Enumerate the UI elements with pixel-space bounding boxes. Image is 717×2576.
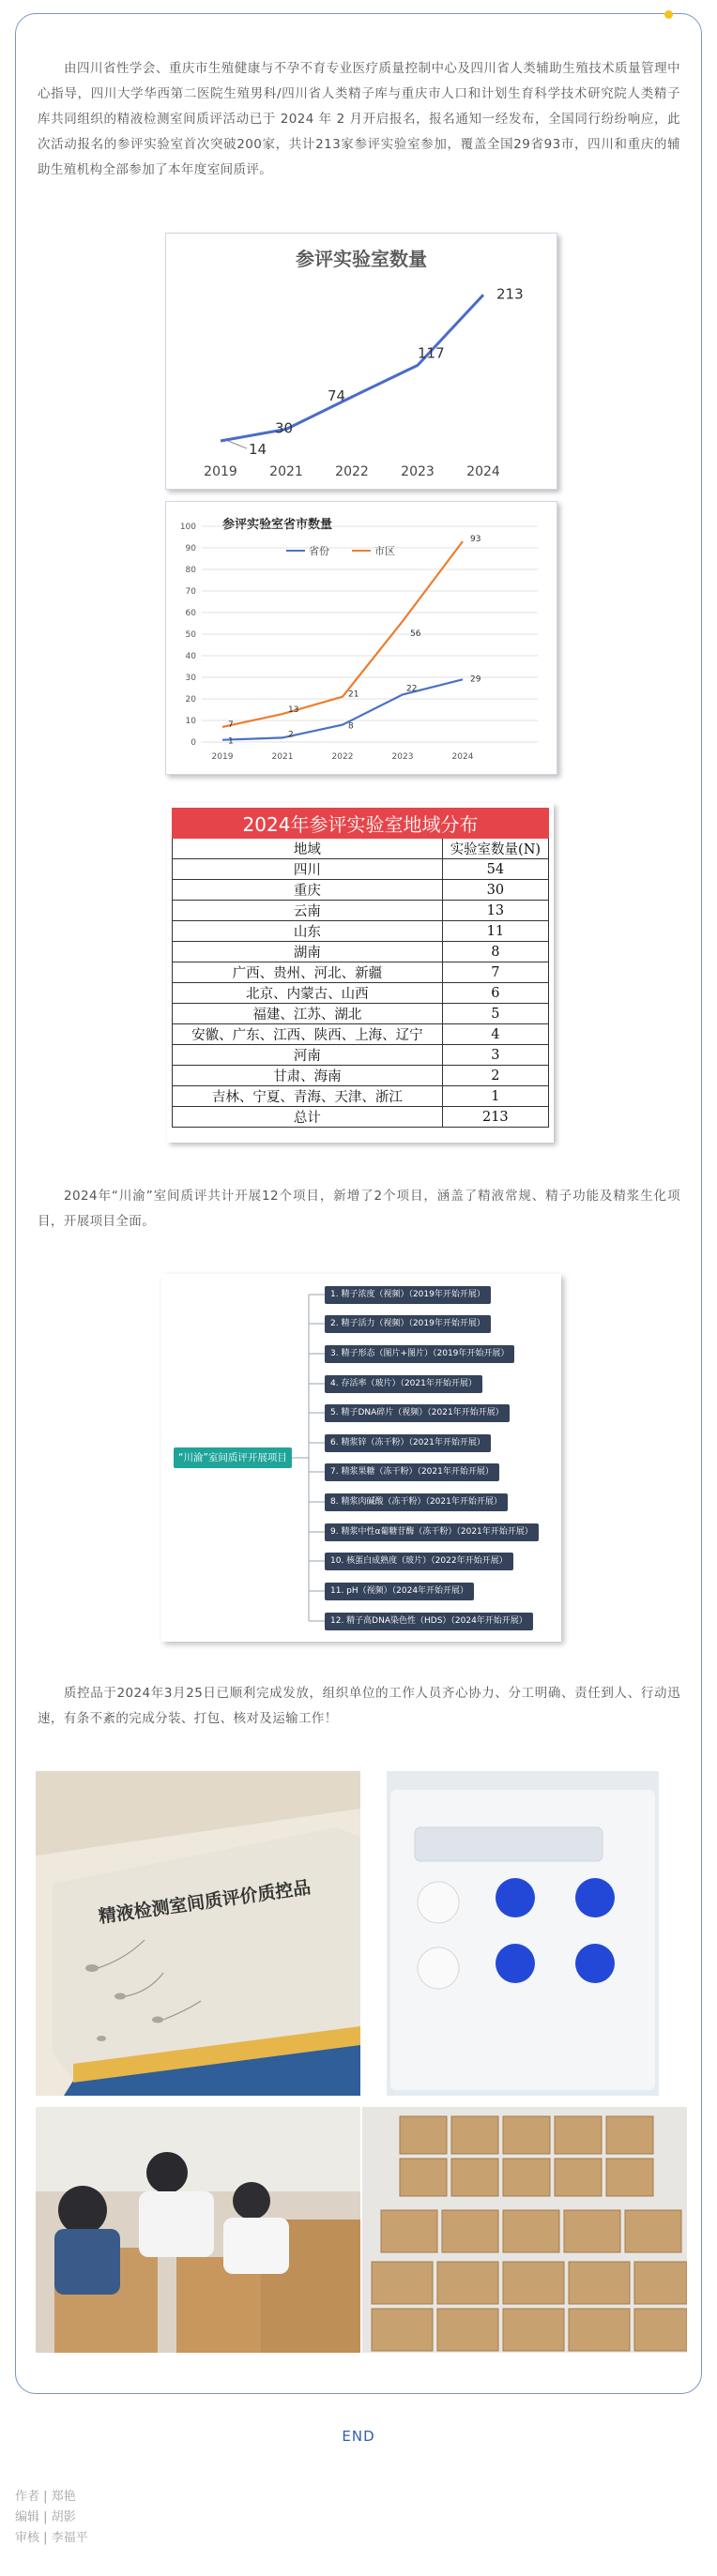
credit-role: 编辑 — [15, 2510, 40, 2524]
credit-editor: 编辑 | 胡影 — [15, 2510, 76, 2524]
y-tick-label: 60 — [185, 609, 196, 618]
y-tick-label: 0 — [191, 738, 196, 748]
data-label: 29 — [470, 674, 481, 685]
x-tick-label: 2021 — [269, 464, 303, 479]
data-label: 56 — [410, 629, 421, 640]
y-tick-label: 50 — [185, 630, 196, 640]
x-tick-label: 2024 — [451, 752, 474, 762]
table-cell-count: 213 — [442, 1107, 548, 1128]
table-cell-count: 11 — [442, 921, 548, 942]
credit-name: 胡影 — [51, 2510, 76, 2524]
table-cell-region: 福建、江苏、湖北 — [173, 1004, 443, 1024]
credit-role: 作者 — [15, 2490, 40, 2504]
data-label: 1 — [228, 736, 234, 747]
mindmap-item: 1. 精子浓度（视频）（2019年开始开展） — [325, 1286, 491, 1304]
chart-province-city — [165, 501, 557, 775]
chart-province-city-svg — [166, 502, 557, 774]
mindmap-item: 3. 精子形态（图片+图片）（2019年开始开展） — [325, 1345, 514, 1363]
table-row — [173, 983, 549, 1004]
data-label: 93 — [470, 535, 481, 545]
table-row — [173, 962, 549, 983]
table-cell-count: 4 — [442, 1024, 548, 1045]
table-row — [173, 901, 549, 921]
table-row — [173, 1024, 549, 1045]
data-label: 14 — [249, 441, 267, 459]
table-cell-count: 6 — [442, 983, 548, 1004]
y-tick-label: 10 — [185, 717, 196, 726]
table-cell-region: 河南 — [173, 1045, 443, 1066]
table-cell-region: 吉林、宁夏、青海、天津、浙江 — [173, 1086, 443, 1107]
table-cell-region: 湖南 — [173, 942, 443, 962]
x-tick-label: 2019 — [204, 464, 237, 479]
photo-stacked-boxes — [362, 2107, 687, 2353]
mindmap-item: 10. 核蛋白成熟度（玻片）（2022年开始开展） — [325, 1553, 513, 1570]
y-tick-label: 90 — [185, 544, 196, 553]
table-row — [173, 942, 549, 962]
series-line — [222, 679, 463, 739]
table-row — [173, 859, 549, 880]
mindmap-item: 9. 精浆中性α葡糖苷酶（冻干粉）（2021年开始开展） — [325, 1523, 539, 1541]
data-label: 21 — [348, 689, 359, 700]
mindmap-item: 2. 精子活力（视频）（2019年开始开展） — [325, 1315, 491, 1333]
data-label: 7 — [228, 720, 234, 730]
credit-name: 郑艳 — [51, 2490, 76, 2504]
table-row — [173, 1004, 549, 1024]
x-tick-label: 2022 — [331, 752, 354, 762]
projects-paragraph: 2024年“川渝”室间质评共计开展12个项目，新增了2个项目，涵盖了精液常规、精子功能及精浆生化项目，开展项目全面。 — [38, 1189, 680, 1229]
table-cell-region: 云南 — [173, 901, 443, 921]
chart-title: 参评实验室省市数量 — [222, 518, 333, 532]
mindmap-item: 7. 精浆果糖（冻干粉）（2021年开始开展） — [325, 1463, 499, 1481]
x-tick-label: 2023 — [401, 464, 435, 479]
table-cell-region: 安徽、广东、江西、陕西、上海、辽宁 — [173, 1024, 443, 1045]
end-label: END — [342, 2428, 375, 2445]
data-label: 22 — [406, 684, 418, 694]
table-cell-region: 四川 — [173, 859, 443, 880]
table-header-count: 实验室数量(N) — [442, 839, 548, 859]
project-mindmap — [161, 1274, 561, 1642]
table-cell-count: 13 — [442, 901, 548, 921]
table-cell-count: 7 — [442, 962, 548, 983]
table-row — [173, 1107, 549, 1128]
data-label: 13 — [288, 705, 299, 716]
table-row — [173, 1045, 549, 1066]
table-cell-region: 重庆 — [173, 880, 443, 901]
credit-role: 审核 — [15, 2531, 40, 2545]
table-cell-count: 3 — [442, 1045, 548, 1066]
photo-packing-work — [36, 2107, 360, 2353]
y-tick-label: 100 — [179, 523, 196, 532]
credit-name: 李福平 — [51, 2531, 88, 2545]
data-label: 74 — [328, 387, 346, 405]
data-label: 117 — [418, 344, 445, 362]
mindmap-item: 12. 精子高DNA染色性（HDS）（2024年开始开展） — [325, 1613, 533, 1630]
photo-stacked-boxes-art — [362, 2107, 687, 2353]
photo-kit-box-art — [36, 1771, 360, 2096]
data-label: 213 — [496, 285, 524, 303]
mindmap-item: 5. 精子DNA碎片（视频）（2021年开始开展） — [325, 1404, 510, 1422]
table-header-region: 地域 — [173, 839, 443, 859]
photo-kit-box — [36, 1771, 360, 2096]
region-table-card — [167, 803, 554, 1143]
credit-author: 作者 | 郑艳 — [15, 2490, 76, 2504]
shipping-paragraph: 质控品于2024年3月25日已顺利完成发放，组织单位的工作人员齐心协力、分工明确、责任到人、行动迅速，有条不紊的完成分装、打包、核对及运输工作！ — [38, 1686, 680, 1726]
x-tick-label: 2023 — [391, 752, 414, 762]
table-cell-count: 54 — [442, 859, 548, 880]
mindmap-root: “川渝”室间质评开展项目 — [174, 1447, 292, 1468]
table-row — [173, 880, 549, 901]
mindmap-item: 6. 精浆锌（冻干粉）（2021年开始开展） — [325, 1434, 491, 1452]
legend-label: 省份 — [309, 545, 329, 557]
y-tick-label: 40 — [185, 652, 196, 661]
photo-sample-vials — [387, 1771, 659, 2096]
y-tick-label: 80 — [185, 566, 196, 575]
x-tick-label: 2019 — [211, 752, 234, 762]
table-cell-count: 2 — [442, 1066, 548, 1086]
decor-dot — [664, 10, 673, 19]
data-label-leader — [228, 441, 247, 448]
x-tick-label: 2022 — [335, 464, 369, 479]
y-tick-label: 20 — [185, 695, 196, 705]
table-row — [173, 921, 549, 942]
mindmap-item: 11. pH（视频）（2024年开始开展） — [325, 1583, 474, 1600]
x-tick-label: 2021 — [271, 752, 294, 762]
chart-title: 参评实验室数量 — [296, 248, 427, 270]
y-tick-label: 30 — [185, 674, 196, 683]
intro-paragraph: 由四川省性学会、重庆市生殖健康与不孕不育专业医疗质量控制中心及四川省人类辅助生殖技术质量管理中心指导，四川大学华西第二医院生殖男科/四川省人类精子库与重庆市人口和计划生育科学技术研究院人类精子库共同组织的精液检测室间质评活动已于 2024 年 2 月开启报名，报名通知一经发布，全国同行纷纷响应，此次活动报名的参评实验室首次突破200家，共计213家参评实验室参加，覆盖全国29省93市，四川和重庆的辅助生殖机构全部参加了本年度室间质评。 — [38, 61, 680, 177]
x-tick-label: 2024 — [466, 464, 500, 479]
series-line — [221, 295, 483, 441]
data-label: 2 — [288, 730, 294, 740]
photo-packing-work-art — [36, 2107, 360, 2353]
table-caption: 2024年参评实验室地域分布 — [173, 809, 549, 839]
chart-lab-count — [165, 233, 557, 490]
legend-label: 市区 — [374, 545, 395, 557]
data-label: 30 — [275, 419, 294, 437]
chart-lab-count-svg — [166, 234, 557, 489]
photo-sample-vials-art — [387, 1771, 659, 2096]
table-row — [173, 1086, 549, 1107]
table-cell-region: 山东 — [173, 921, 443, 942]
mindmap-item: 4. 存活率（玻片）（2021年开始开展） — [325, 1375, 482, 1393]
table-cell-region: 总计 — [173, 1107, 443, 1128]
table-cell-count: 5 — [442, 1004, 548, 1024]
table-cell-region: 北京、内蒙古、山西 — [173, 983, 443, 1004]
table-row — [173, 1066, 549, 1086]
y-tick-label: 70 — [185, 587, 196, 597]
table-cell-region: 甘肃、海南 — [173, 1066, 443, 1086]
kit-box-label: 精液检测室间质评价质控品 — [97, 1877, 313, 1928]
credit-reviewer: 审核 | 李福平 — [15, 2531, 88, 2545]
mindmap-item: 8. 精浆肉碱酸（冻干粉）（2021年开始开展） — [325, 1493, 508, 1511]
table-cell-count: 1 — [442, 1086, 548, 1107]
table-cell-count: 8 — [442, 942, 548, 962]
data-label: 8 — [348, 721, 354, 732]
table-cell-region: 广西、贵州、河北、新疆 — [173, 962, 443, 983]
table-cell-count: 30 — [442, 880, 548, 901]
region-table — [172, 808, 549, 1128]
